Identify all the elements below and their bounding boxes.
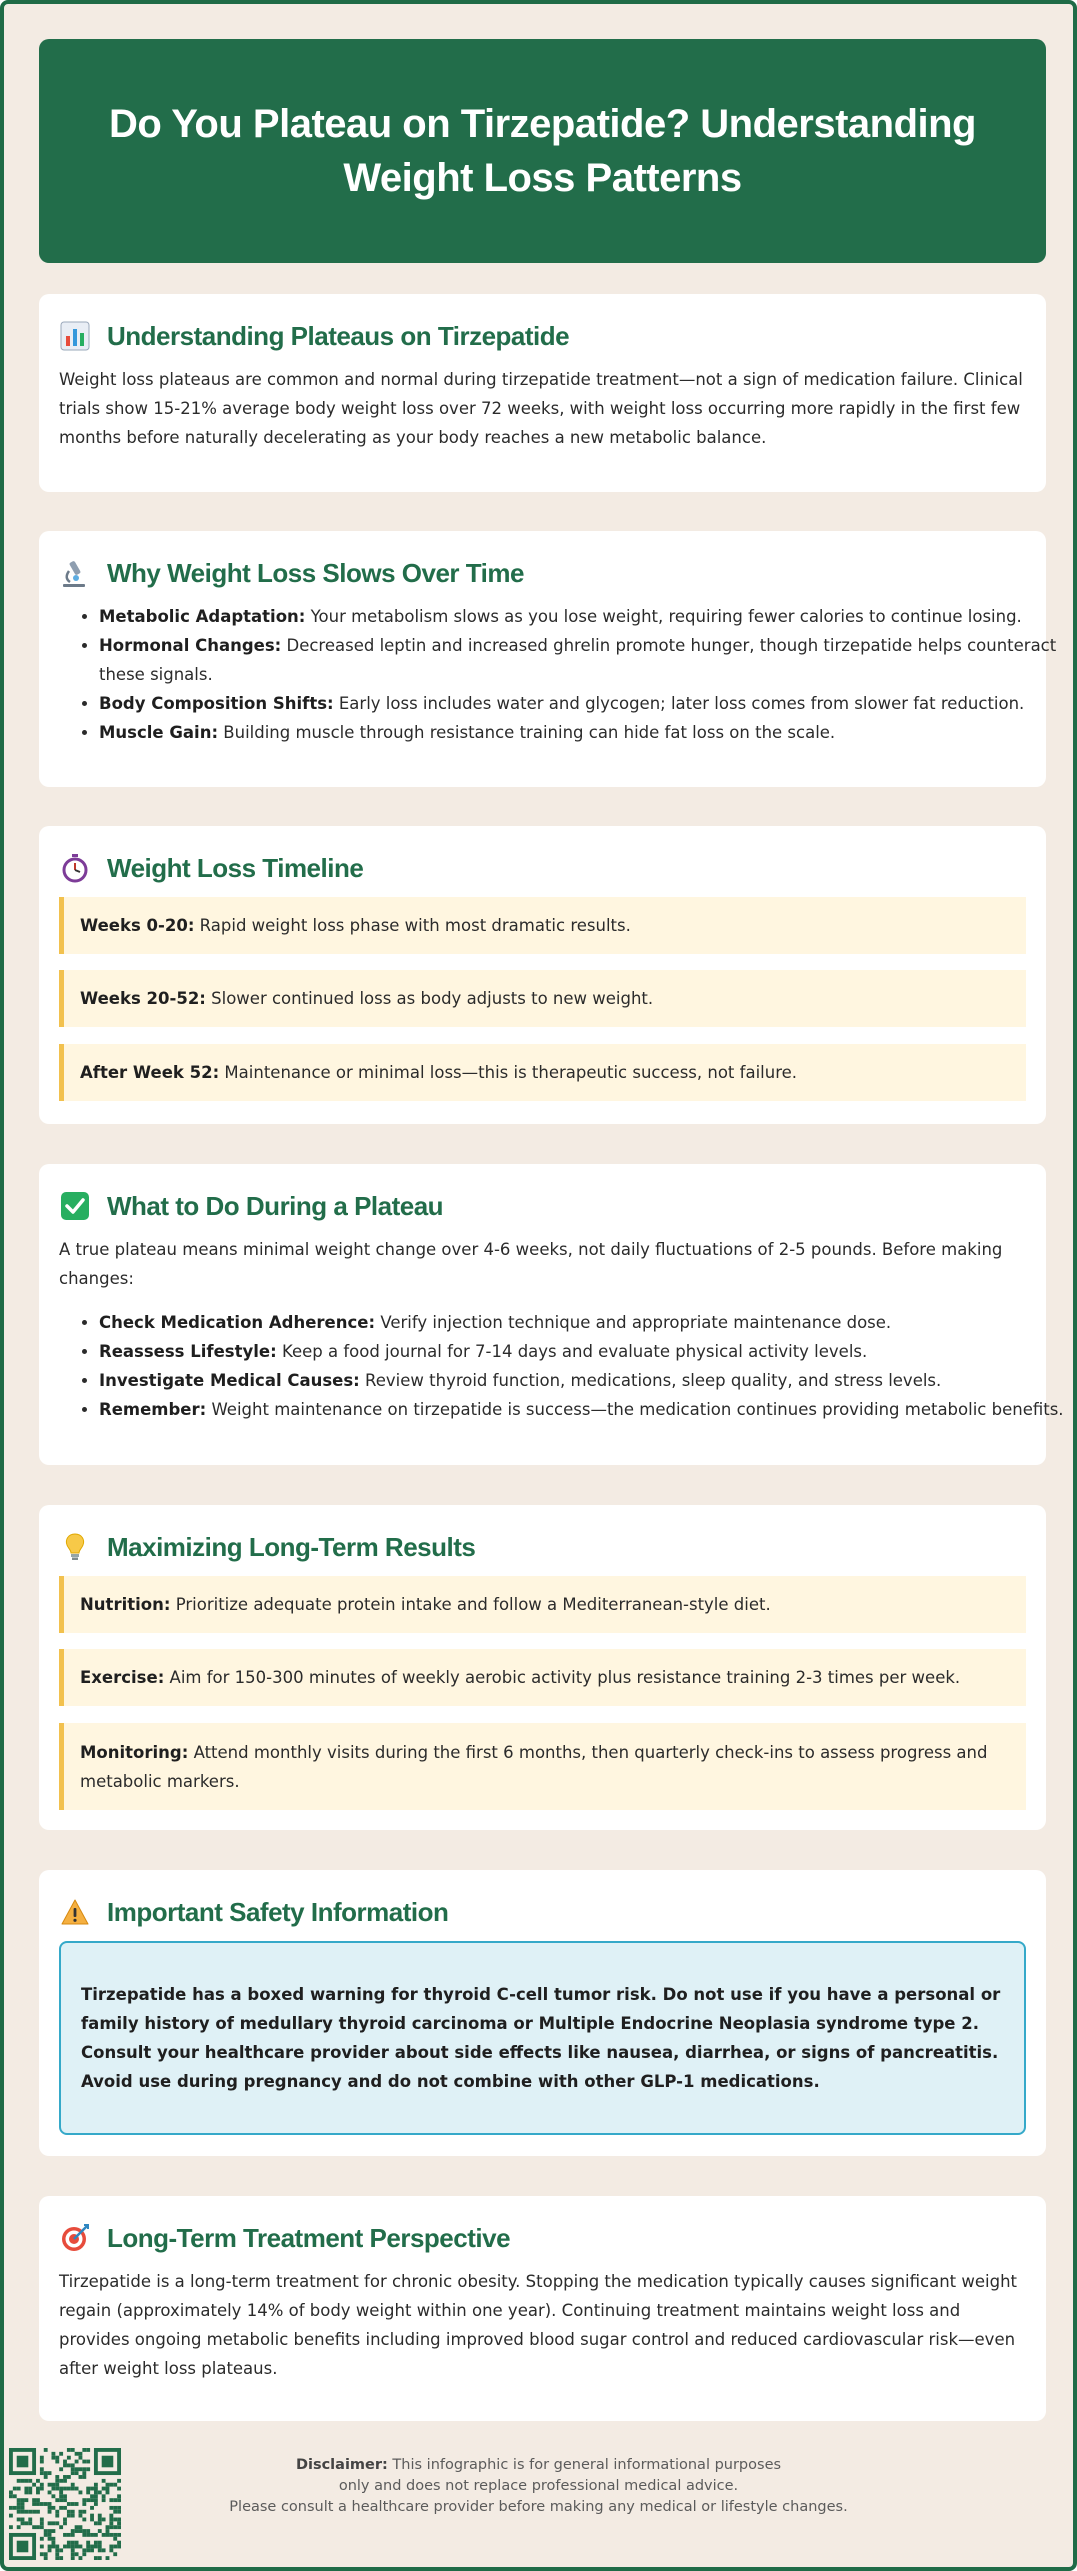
section-text: Weight loss plateaus are common and normal during tirzepatide treatment—not a sign of medication failure. Clinical trials show 15-21% average body weight loss over 72 weeks, with weight loss occurring more rapidly in the first few months before naturally decelerating as your body reaches a new metabolic balance.	[59, 370, 1023, 447]
list-item: • Check Medication Adherence: Verify injection technique and appropriate maintenance dose.	[99, 1308, 1064, 1337]
check-mark-icon	[59, 1190, 91, 1222]
what-to-do-list	[59, 1308, 1064, 1424]
list-item: • Reassess Lifestyle: Keep a food journal for 7-14 days and evaluate physical activity levels.	[99, 1337, 1064, 1366]
stopwatch-icon	[59, 852, 91, 884]
timeline-item: Weeks 20-52: Slower continued loss as body adjusts to new weight.	[59, 970, 1026, 1027]
warning-icon	[59, 1896, 91, 1928]
card-safety-information	[39, 1870, 1046, 2156]
card-weight-loss-timeline	[39, 826, 1046, 1124]
disclaimer-label: Disclaimer:	[295, 2457, 388, 2473]
section-title: Maximizing Long-Term Results	[107, 1531, 476, 1562]
card-long-term-perspective	[39, 2196, 1046, 2421]
light-bulb-icon	[59, 1531, 91, 1563]
list-item: • Hormonal Changes: Decreased leptin and increased ghrelin promote hunger, though tirzepatide helps counteract these signals.	[99, 631, 1064, 689]
timeline-item: After Week 52: Maintenance or minimal loss—this is therapeutic success, not failure.	[59, 1044, 1026, 1101]
list-item: • Body Composition Shifts: Early loss includes water and glycogen; later loss comes from slower fat reduction.	[99, 689, 1064, 718]
list-item: • Investigate Medical Causes: Review thyroid function, medications, sleep quality, and stress levels.	[99, 1366, 1064, 1395]
card-understanding-plateaus	[39, 294, 1046, 492]
header-banner	[39, 39, 1046, 263]
result-item: Nutrition: Prioritize adequate protein intake and follow a Mediterranean-style diet.	[59, 1576, 1026, 1633]
list-item: • Remember: Weight maintenance on tirzepatide is success—the medication continues providing metabolic benefits.	[99, 1395, 1064, 1424]
bar-chart-icon	[59, 320, 91, 352]
microscope-icon	[59, 557, 91, 589]
result-item: Monitoring: Attend monthly visits during the first 6 months, then quarterly check-ins to assess progress and metabolic markers.	[59, 1723, 1026, 1810]
disclaimer: Disclaimer: This infographic is for general informational purposes only and does not replace professional medical advice. Please consult a healthcare provider before making any medical or lifestyle changes.	[229, 2457, 848, 2515]
section-text: Tirzepatide is a long-term treatment for chronic obesity. Stopping the medication typically causes significant weight regain (approximately 14% of body weight within one year). Continuing treatment maintains weight loss and provides ongoing metabolic benefits including improved blood sugar control and reduced cardiovascular risk—even after weight loss plateaus.	[59, 2272, 1018, 2378]
timeline-item: Weeks 0-20: Rapid weight loss phase with most dramatic results.	[59, 897, 1026, 954]
section-title: Important Safety Information	[107, 1896, 449, 1927]
section-title: Weight Loss Timeline	[107, 852, 364, 883]
list-item: • Metabolic Adaptation: Your metabolism slows as you lose weight, requiring fewer calories to continue losing.	[99, 602, 1064, 631]
section-title: Understanding Plateaus on Tirzepatide	[107, 320, 570, 351]
section-title: Why Weight Loss Slows Over Time	[107, 557, 524, 588]
target-icon	[59, 2222, 91, 2254]
card-why-weight-loss-slows	[39, 531, 1057, 787]
section-title: What to Do During a Plateau	[107, 1190, 444, 1221]
card-maximizing-results	[39, 1505, 1046, 1830]
card-what-to-do-plateau	[39, 1164, 1064, 1465]
result-item: Exercise: Aim for 150-300 minutes of weekly aerobic activity plus resistance training 2-3 times per week.	[59, 1649, 1026, 1706]
qr-code-icon	[9, 2448, 121, 2560]
page-title: Do You Plateau on Tirzepatide? Understanding Weight Loss Patterns	[109, 102, 976, 200]
safety-warning-box	[59, 1941, 1026, 2135]
section-title: Long-Term Treatment Perspective	[107, 2222, 511, 2253]
section-intro: A true plateau means minimal weight change over 4-6 weeks, not daily fluctuations of 2-5 pounds. Before making changes:	[59, 1240, 1003, 1288]
why-slows-list	[59, 602, 1064, 747]
safety-text: Tirzepatide has a boxed warning for thyroid C-cell tumor risk. Do not use if you have a personal or family history of medullary thyroid carcinoma or Multiple Endocrine Neoplasia syndrome type 2. Consult your healthcare provider about side effects like nausea, diarrhea, or signs of pancreatitis. Avoid use during pregnancy and do not combine with other GLP-1 medications.	[81, 1985, 1001, 2091]
footer	[0, 2430, 1077, 2570]
list-item: • Muscle Gain: Building muscle through resistance training can hide fat loss on the scale.	[99, 718, 1064, 747]
